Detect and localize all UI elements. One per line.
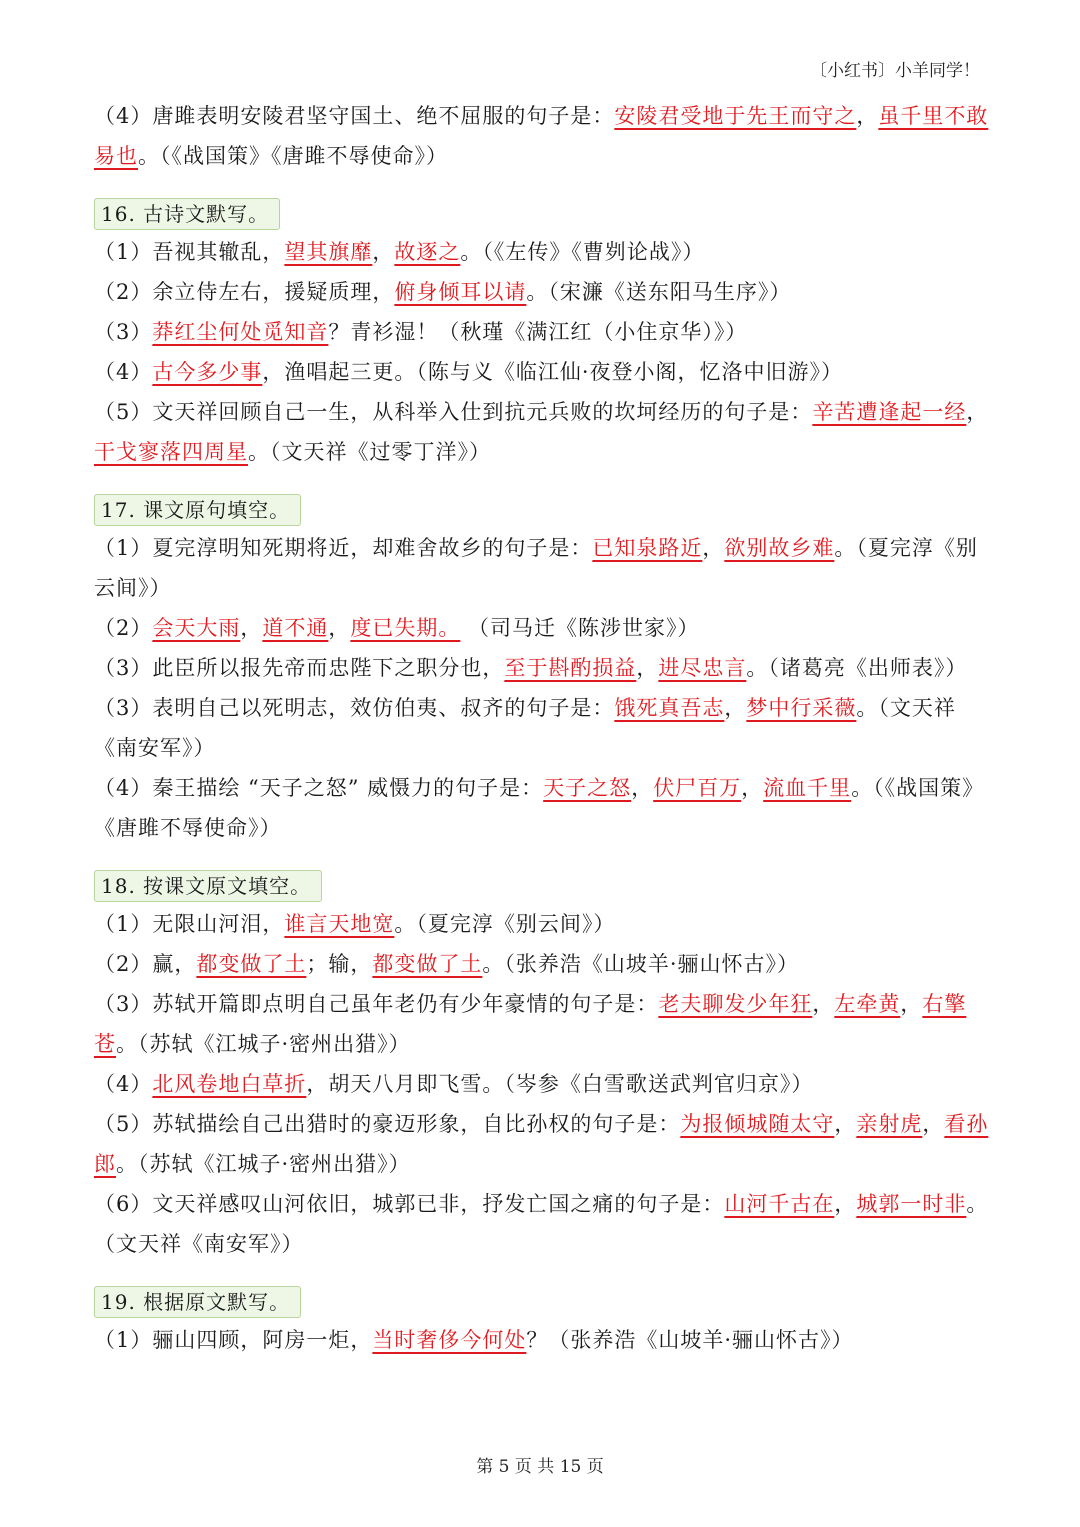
prompt-text: ；输， [306, 952, 373, 976]
prompt-text: 。（张养浩《山坡羊·骊山怀古》） [482, 952, 800, 976]
answer-text: 右擎苍 [94, 992, 967, 1056]
prompt-text: ， [328, 616, 351, 640]
prompt-text: （3）表明自己以死明志，效仿伯夷、叔齐的句子是： [94, 696, 615, 720]
question-line [94, 944, 994, 984]
prompt-text: （5）文天祥回顾自己一生，从科举入仕到抗元兵败的坎坷经历的句子是： [94, 400, 813, 424]
prompt-text: 。（宋濂《送东阳马生序》） [526, 280, 792, 304]
answer-text: 已知泉路近 [592, 536, 703, 560]
question-line [94, 768, 994, 848]
section-title: 16. 古诗文默写。 [94, 198, 280, 230]
answer-text: 饿死真吾志 [614, 696, 725, 720]
prompt-text: ， [856, 104, 879, 128]
answer-text: 虽千里不敢易也 [94, 104, 989, 168]
answer-text: 亲射虎 [856, 1112, 923, 1136]
prompt-text: 。（诸葛亮《出师表》） [746, 656, 968, 680]
answer-text: 会天大雨 [152, 616, 241, 640]
prompt-text: （2）余立侍左右，援疑质理， [94, 280, 395, 304]
answer-text: 当时奢侈今何处 [372, 1328, 527, 1352]
header-note: 〔小红书〕小羊同学！ [810, 61, 980, 81]
question-line [94, 96, 994, 176]
answer-text: 伏尸百万 [653, 776, 742, 800]
answer-text: 梦中行采薇 [746, 696, 857, 720]
prompt-text: 。（《左传》《曹刿论战》） [460, 240, 705, 264]
answer-text: 北风卷地白草折 [152, 1072, 307, 1096]
prompt-text: 。（夏完淳《别云间》） [94, 536, 978, 600]
question-line [94, 312, 994, 352]
prompt-text: ， [240, 616, 263, 640]
prompt-text: （3） [94, 320, 153, 344]
prompt-text: （3）此臣所以报先帝而忠陛下之职分也， [94, 656, 505, 680]
section-title: 18. 按课文原文填空。 [94, 870, 322, 902]
answer-text: 古今多少事 [152, 360, 263, 384]
prompt-text: （1）吾视其辙乱， [94, 240, 285, 264]
prompt-text: 。（夏完淳《别云间》） [394, 912, 616, 936]
answer-text: 天子之怒 [543, 776, 632, 800]
prompt-text: 。（苏轼《江城子·密州出猎》） [116, 1032, 411, 1056]
prompt-text: ， [812, 992, 835, 1016]
prompt-text: ， [631, 776, 654, 800]
answer-text: 故逐之 [394, 240, 461, 264]
prompt-text: （6）文天祥感叹山河依旧，城郭已非，抒发亡国之痛的句子是： [94, 1192, 725, 1216]
answer-text: 安陵君受地于先王而守之 [614, 104, 857, 128]
answer-text: 莽红尘何处觅知音 [152, 320, 329, 344]
prompt-text: （4） [94, 360, 153, 384]
answer-text: 度已失期。 [350, 616, 461, 640]
prompt-text: ？（张养浩《山坡羊·骊山怀古》） [526, 1328, 854, 1352]
prompt-text: ， [966, 400, 989, 424]
prompt-text: （5）苏轼描绘自己出猎时的豪迈形象，自比孙权的句子是： [94, 1112, 681, 1136]
answer-text: 干戈寥落四周星 [94, 440, 248, 464]
prompt-text: 。（苏轼《江城子·密州出猎》） [116, 1152, 411, 1176]
prompt-text: 。（文天祥《南安军》） [94, 696, 956, 760]
prompt-text: （2） [94, 616, 153, 640]
prompt-text: ， [372, 240, 395, 264]
answer-text: 欲别故乡难 [724, 536, 835, 560]
prompt-text: （1）夏完淳明知死期将近，却难舍故乡的句子是： [94, 536, 593, 560]
answer-text: 俯身倾耳以请 [394, 280, 527, 304]
prompt-text: ， [636, 656, 659, 680]
prompt-text: 。（《战国策》《唐雎不辱使命》） [94, 776, 985, 840]
question-line [94, 1320, 994, 1360]
prompt-text: 。（文天祥《过零丁洋》） [248, 440, 491, 464]
answer-text: 老夫聊发少年狂 [658, 992, 813, 1016]
question-line [94, 1104, 994, 1184]
prompt-text: （2）赢， [94, 952, 197, 976]
section-title: 19. 根据原文默写。 [94, 1286, 301, 1318]
document-body [94, 96, 994, 1360]
prompt-text: ， [900, 992, 923, 1016]
answer-text: 看孙郎 [94, 1112, 989, 1176]
answer-text: 望其旗靡 [284, 240, 373, 264]
prompt-text: ， [834, 1192, 857, 1216]
prompt-text: （司马迁《陈涉世家》） [460, 616, 700, 640]
prompt-text: 。（《战国策》《唐雎不辱使命》） [138, 144, 448, 168]
answer-text: 为报倾城随太守 [680, 1112, 835, 1136]
prompt-text: ， [702, 536, 725, 560]
answer-text: 都变做了土 [372, 952, 483, 976]
prompt-text: （1）骊山四顾，阿房一炬， [94, 1328, 373, 1352]
answer-text: 左牵黄 [834, 992, 901, 1016]
answer-text: 谁言天地宽 [284, 912, 395, 936]
question-line [94, 392, 994, 472]
answer-text: 辛苦遭逢起一经 [812, 400, 967, 424]
question-line [94, 904, 994, 944]
prompt-text: ， [834, 1112, 857, 1136]
prompt-text: ， [724, 696, 747, 720]
answer-text: 进尽忠言 [658, 656, 747, 680]
question-line [94, 232, 994, 272]
question-line [94, 352, 994, 392]
question-line [94, 528, 994, 608]
prompt-text: ， [922, 1112, 945, 1136]
prompt-text: （1）无限山河泪， [94, 912, 285, 936]
question-line [94, 272, 994, 312]
answer-text: 道不通 [262, 616, 329, 640]
answer-text: 都变做了土 [196, 952, 307, 976]
question-line [94, 608, 994, 648]
prompt-text: （4） [94, 1072, 153, 1096]
prompt-text: （4）秦王描绘 “天子之怒” 威慑力的句子是： [94, 776, 544, 800]
prompt-text: ，胡天八月即飞雪。（岑参《白雪歌送武判官归京》） [306, 1072, 814, 1096]
answer-text: 山河千古在 [724, 1192, 835, 1216]
prompt-text: ， [741, 776, 764, 800]
answer-text: 城郭一时非 [856, 1192, 967, 1216]
section-title: 17. 课文原句填空。 [94, 494, 301, 526]
answer-text: 至于斟酌损益 [504, 656, 637, 680]
question-line [94, 984, 994, 1064]
answer-text: 流血千里 [763, 776, 852, 800]
question-line [94, 1064, 994, 1104]
prompt-text: 。（文天祥《南安军》） [94, 1192, 989, 1256]
prompt-text: ，渔唱起三更。（陈与义《临江仙·夜登小阁，忆洛中旧游》） [262, 360, 844, 384]
page-number: 第 5 页 共 15 页 [476, 1457, 604, 1477]
question-line [94, 648, 994, 688]
question-line [94, 1184, 994, 1264]
prompt-text: （4）唐雎表明安陵君坚守国土、绝不屈服的句子是： [94, 104, 615, 128]
question-line [94, 688, 994, 768]
prompt-text: （3）苏轼开篇即点明自己虽年老仍有少年豪情的句子是： [94, 992, 659, 1016]
prompt-text: ？青衫湿！（秋瑾《满江红（小住京华）》） [328, 320, 748, 344]
